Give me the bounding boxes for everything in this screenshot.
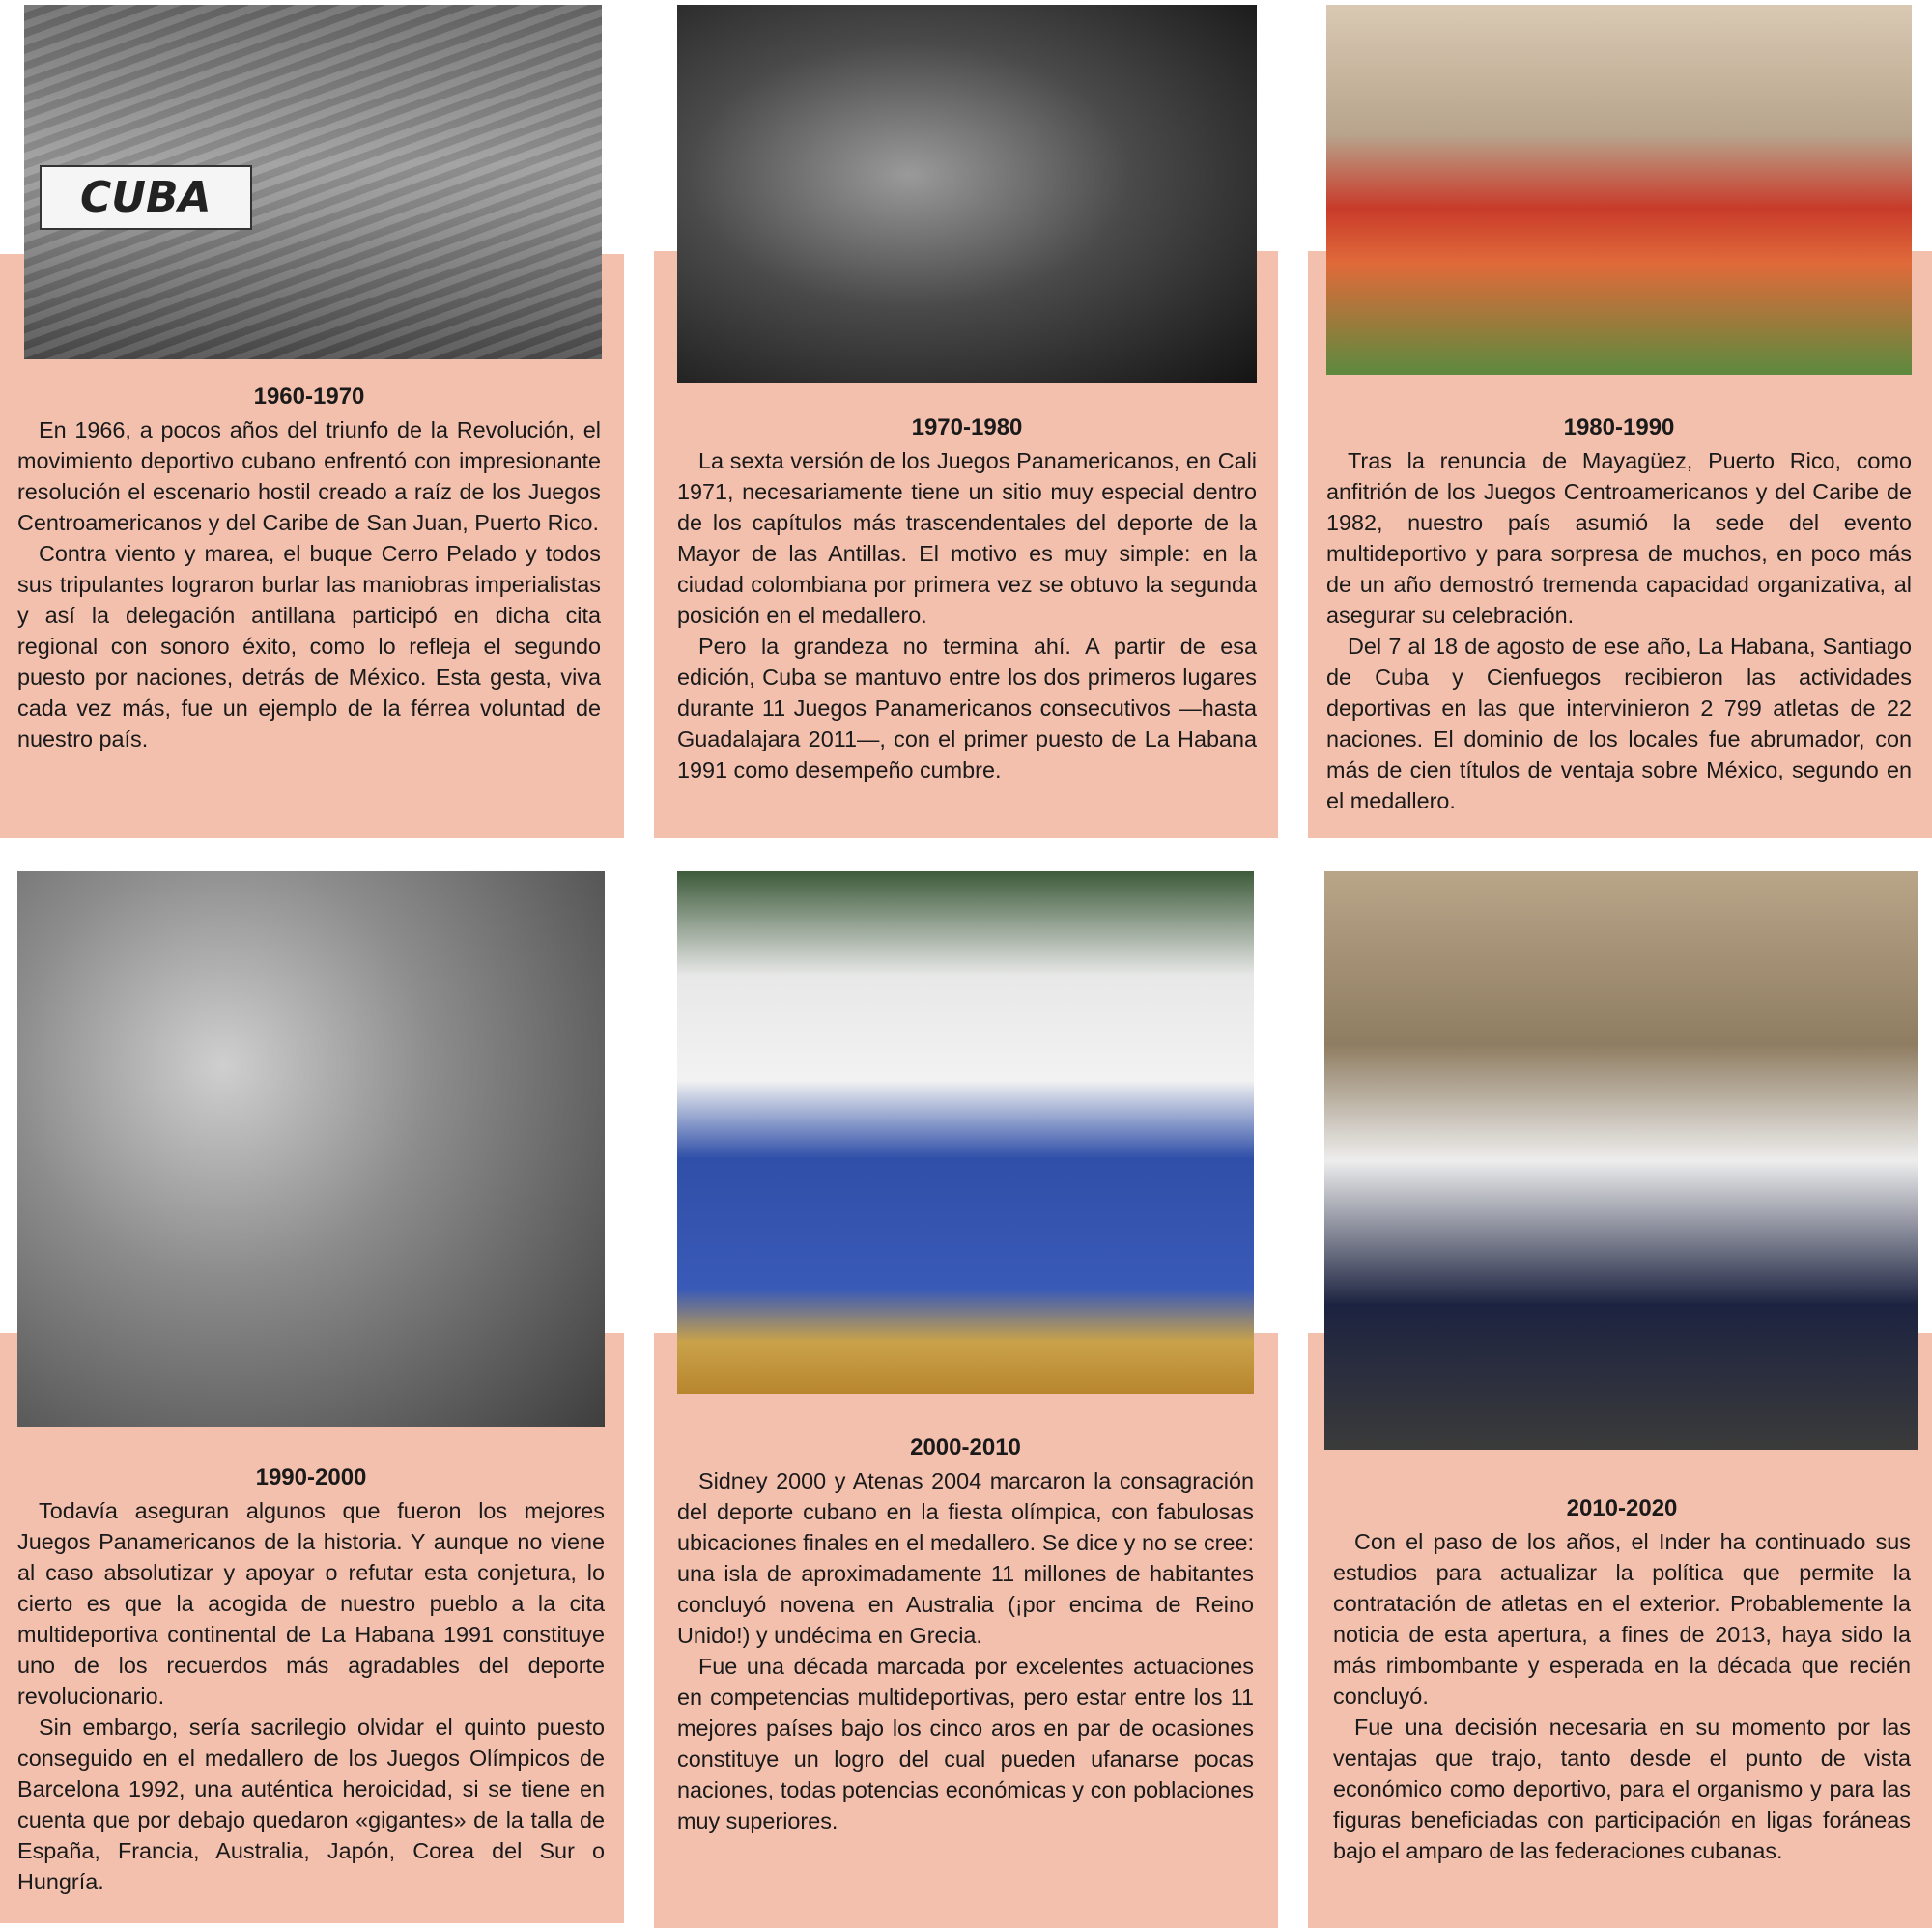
- photo-2010-2020: [1324, 871, 1918, 1450]
- paragraph: Pero la grandeza no termina ahí. A partir de esa edición, Cuba se mantuvo entre los dos primeros lugares durante 11 Juegos Panamericanos consecutivos —hasta Guadalajara 2011—, con el primer puesto de La Habana 1991 como desempeño cumbre.: [677, 634, 1257, 782]
- section-heading: 1980-1990: [1563, 414, 1675, 440]
- section-body: [17, 1495, 605, 1897]
- photo-1960-1970: [24, 5, 602, 359]
- paragraph: Fue una década marcada por excelentes actuaciones en competencias multideportivas, pero estar entre los 11 mejores países bajo los cinco aros en par de ocasiones constituye un logro del cual pueden ufanarse pocas naciones, todas potencias económicas y con poblaciones muy superiores.: [677, 1654, 1254, 1833]
- photo-1970-1980: [677, 5, 1257, 383]
- section-body: [1326, 445, 1912, 816]
- paragraph: Contra viento y marea, el buque Cerro Pelado y todos sus tripulantes lograron burlar las maniobras imperialistas y así la delegación antillana participó en dicha cita regional con sonoro éxito, como lo refleja el segundo puesto por naciones, detrás de México. Esta gesta, viva cada vez más, fue un ejemplo de la férrea voluntad de nuestro país.: [17, 541, 601, 751]
- paragraph: Tras la renuncia de Mayagüez, Puerto Rico, como anfitrión de los Juegos Centroamericanos y del Caribe de 1982, nuestro país asumió la sede del evento multideportivo y para sorpresa de muchos, en poco más de un año demostró tremenda capacidad organizativa, al asegurar su celebración.: [1326, 448, 1912, 628]
- section-body: [1333, 1526, 1911, 1866]
- paragraph: Todavía aseguran algunos que fueron los mejores Juegos Panamericanos de la historia. Y aunque no viene al caso absolutizar y apoyar o refutar esta conjetura, lo cierto es que la acogida de nuestro pueblo a la cita multideportiva continental de La Habana 1991 constituye uno de los recuerdos más agradables del deporte revolucionario.: [17, 1498, 605, 1709]
- paragraph: Con el paso de los años, el Inder ha continuado sus estudios para actualizar la política que permite la contratación de atletas en el exterior. Probablemente la noticia de esta apertura, a fines de 2013, haya sido la más rimbombante y esperada en la década que recién concluyó.: [1333, 1529, 1911, 1709]
- section-body: [677, 1465, 1254, 1836]
- section-heading: 1970-1980: [911, 414, 1023, 440]
- section-body: [677, 445, 1257, 785]
- paragraph: La sexta versión de los Juegos Panamericanos, en Cali 1971, necesariamente tiene un sitio muy especial dentro de los capítulos más trascendentales del deporte de la Mayor de las Antillas. El motivo es muy simple: en la ciudad colombiana por primera vez se obtuvo la segunda posición en el medallero.: [677, 448, 1257, 628]
- paragraph: Del 7 al 18 de agosto de ese año, La Habana, Santiago de Cuba y Cienfuegos recibieron las actividades deportivas en las que intervinieron 2 799 atletas de 22 naciones. El dominio de los locales fue abrumador, con más de cien títulos de ventaja sobre México, segundo en el medallero.: [1326, 634, 1912, 813]
- section-body: [17, 414, 601, 754]
- photo-1990-2000: [17, 871, 605, 1427]
- paragraph: Sin embargo, sería sacrilegio olvidar el quinto puesto conseguido en el medallero de los Juegos Olímpicos de Barcelona 1992, una auténtica heroicidad, si se tiene en cuenta que por debajo quedaron «gigantes» de la talla de España, Francia, Australia, Japón, Corea del Sur o Hungría.: [17, 1715, 605, 1894]
- paragraph: Fue una decisión necesaria en su momento por las ventajas que trajo, tanto desde el punto de vista económico como deportivo, para el organismo y para las figuras beneficiadas con participación en ligas foráneas bajo el amparo de las federaciones cubanas.: [1333, 1715, 1911, 1863]
- section-heading: 2000-2010: [910, 1434, 1021, 1460]
- paragraph: En 1966, a pocos años del triunfo de la Revolución, el movimiento deportivo cubano enfrentó con impresionante resolución el escenario hostil creado a raíz de los Juegos Centroamericanos y del Caribe de San Juan, Puerto Rico.: [17, 417, 601, 535]
- section-heading: 1960-1970: [253, 383, 365, 410]
- photo-1980-1990: [1326, 5, 1912, 375]
- section-heading: 2010-2020: [1566, 1495, 1678, 1521]
- photo-2000-2010: [677, 871, 1254, 1394]
- cuba-sign: CUBA: [40, 165, 252, 230]
- paragraph: Sidney 2000 y Atenas 2004 marcaron la consagración del deporte cubano en la fiesta olímpica, con fabulosas ubicaciones finales en el medallero. Se dice y no se cree: una isla de aproximadamente 11 millones de habitantes concluyó novena en Australia (¡por encima de Reino Unido!) y undécima en Grecia.: [677, 1468, 1254, 1648]
- section-heading: 1990-2000: [255, 1464, 367, 1490]
